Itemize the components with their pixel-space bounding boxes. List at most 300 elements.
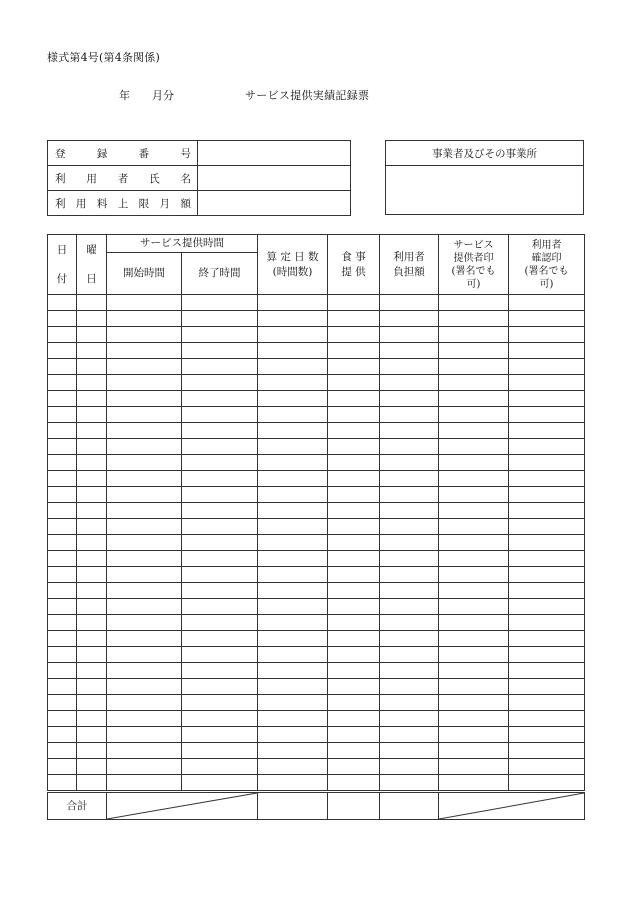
meal-cell[interactable]	[328, 567, 380, 583]
meal-cell[interactable]	[328, 487, 380, 503]
date-header: 日 付	[48, 235, 77, 295]
user-seal-cell[interactable]	[509, 503, 585, 519]
provider-seal-cell[interactable]	[439, 391, 509, 407]
days-cell[interactable]	[258, 727, 328, 743]
date-cell[interactable]	[48, 423, 77, 439]
user-seal-cell[interactable]	[509, 631, 585, 647]
user-seal-cell[interactable]	[509, 695, 585, 711]
burden-cell[interactable]	[380, 535, 439, 551]
meal-cell[interactable]	[328, 615, 380, 631]
provider-seal-cell[interactable]	[439, 295, 509, 311]
weekday-cell[interactable]	[77, 471, 107, 487]
end-time-cell[interactable]	[182, 519, 258, 535]
date-cell[interactable]	[48, 311, 77, 327]
table-row	[48, 695, 585, 711]
provider-seal-cell[interactable]	[439, 519, 509, 535]
start-time-cell[interactable]	[107, 615, 182, 631]
end-time-cell[interactable]	[182, 647, 258, 663]
user-seal-cell[interactable]	[509, 327, 585, 343]
meal-cell[interactable]	[328, 295, 380, 311]
end-time-cell[interactable]	[182, 439, 258, 455]
burden-cell[interactable]	[380, 311, 439, 327]
user-seal-cell[interactable]	[509, 727, 585, 743]
start-time-cell[interactable]	[107, 727, 182, 743]
weekday-cell[interactable]	[77, 631, 107, 647]
meal-cell[interactable]	[328, 519, 380, 535]
start-time-cell[interactable]	[107, 679, 182, 695]
user-seal-cell[interactable]	[509, 519, 585, 535]
burden-cell[interactable]	[380, 375, 439, 391]
days-cell[interactable]	[258, 567, 328, 583]
burden-cell[interactable]	[380, 503, 439, 519]
meal-cell[interactable]	[328, 599, 380, 615]
start-time-cell[interactable]	[107, 647, 182, 663]
user-seal-cell[interactable]	[509, 343, 585, 359]
meal-cell[interactable]	[328, 775, 380, 792]
weekday-cell[interactable]	[77, 615, 107, 631]
meal-cell[interactable]	[328, 663, 380, 679]
burden-cell[interactable]	[380, 631, 439, 647]
date-cell[interactable]	[48, 647, 77, 663]
start-time-cell[interactable]	[107, 759, 182, 775]
days-cell[interactable]	[258, 615, 328, 631]
start-time-cell[interactable]	[107, 599, 182, 615]
user-seal-cell[interactable]	[509, 439, 585, 455]
table-row	[48, 679, 585, 695]
burden-cell[interactable]	[380, 343, 439, 359]
end-time-cell[interactable]	[182, 487, 258, 503]
start-time-cell[interactable]	[107, 407, 182, 423]
date-cell[interactable]	[48, 375, 77, 391]
weekday-cell[interactable]	[77, 727, 107, 743]
end-time-cell[interactable]	[182, 615, 258, 631]
provider-seal-cell[interactable]	[439, 759, 509, 775]
start-time-cell[interactable]	[107, 359, 182, 375]
date-cell[interactable]	[48, 327, 77, 343]
meal-cell[interactable]	[328, 535, 380, 551]
provider-seal-cell[interactable]	[439, 487, 509, 503]
user-seal-cell[interactable]	[509, 423, 585, 439]
start-time-cell[interactable]	[107, 503, 182, 519]
weekday-cell[interactable]	[77, 311, 107, 327]
end-time-cell[interactable]	[182, 311, 258, 327]
date-cell[interactable]	[48, 759, 77, 775]
meal-cell[interactable]	[328, 375, 380, 391]
start-time-cell[interactable]	[107, 487, 182, 503]
date-cell[interactable]	[48, 567, 77, 583]
provider-seal-cell[interactable]	[439, 679, 509, 695]
days-cell[interactable]	[258, 327, 328, 343]
weekday-cell[interactable]	[77, 519, 107, 535]
end-time-cell[interactable]	[182, 711, 258, 727]
days-cell[interactable]	[258, 583, 328, 599]
start-time-cell[interactable]	[107, 567, 182, 583]
date-cell[interactable]	[48, 487, 77, 503]
provider-seal-cell[interactable]	[439, 599, 509, 615]
days-cell[interactable]	[258, 711, 328, 727]
weekday-cell[interactable]	[77, 375, 107, 391]
end-time-cell[interactable]	[182, 583, 258, 599]
days-cell[interactable]	[258, 343, 328, 359]
provider-seal-cell[interactable]	[439, 535, 509, 551]
date-cell[interactable]	[48, 679, 77, 695]
weekday-cell[interactable]	[77, 647, 107, 663]
weekday-cell[interactable]	[77, 551, 107, 567]
user-seal-cell[interactable]	[509, 455, 585, 471]
burden-cell[interactable]	[380, 519, 439, 535]
weekday-cell[interactable]	[77, 535, 107, 551]
meal-cell[interactable]	[328, 455, 380, 471]
days-cell[interactable]	[258, 295, 328, 311]
provider-seal-cell[interactable]	[439, 503, 509, 519]
provider-seal-cell[interactable]	[439, 455, 509, 471]
burden-cell[interactable]	[380, 599, 439, 615]
provider-seal-cell[interactable]	[439, 311, 509, 327]
start-time-cell[interactable]	[107, 375, 182, 391]
meal-cell[interactable]	[328, 327, 380, 343]
date-cell[interactable]	[48, 583, 77, 599]
start-time-cell[interactable]	[107, 391, 182, 407]
provider-seal-cell[interactable]	[439, 743, 509, 759]
provider-seal-cell[interactable]	[439, 407, 509, 423]
days-cell[interactable]	[258, 775, 328, 792]
user-seal-cell[interactable]	[509, 759, 585, 775]
start-time-cell[interactable]	[107, 695, 182, 711]
date-cell[interactable]	[48, 615, 77, 631]
days-cell[interactable]	[258, 679, 328, 695]
weekday-cell[interactable]	[77, 327, 107, 343]
provider-seal-cell[interactable]	[439, 615, 509, 631]
days-cell[interactable]	[258, 471, 328, 487]
meal-cell[interactable]	[328, 407, 380, 423]
provider-seal-cell[interactable]	[439, 551, 509, 567]
days-cell[interactable]	[258, 439, 328, 455]
provider-seal-cell[interactable]	[439, 775, 509, 792]
user-seal-cell[interactable]	[509, 407, 585, 423]
meal-cell[interactable]	[328, 647, 380, 663]
table-row	[48, 311, 585, 327]
meal-cell[interactable]	[328, 439, 380, 455]
monthly-limit-field[interactable]	[198, 191, 351, 216]
weekday-cell[interactable]	[77, 679, 107, 695]
date-cell[interactable]	[48, 407, 77, 423]
user-seal-cell[interactable]	[509, 391, 585, 407]
start-time-cell[interactable]	[107, 551, 182, 567]
days-cell[interactable]	[258, 407, 328, 423]
weekday-cell[interactable]	[77, 439, 107, 455]
provider-seal-cell[interactable]	[439, 583, 509, 599]
days-cell[interactable]	[258, 599, 328, 615]
end-time-cell[interactable]	[182, 295, 258, 311]
provider-seal-cell[interactable]	[439, 423, 509, 439]
date-cell[interactable]	[48, 359, 77, 375]
start-time-cell[interactable]	[107, 439, 182, 455]
start-time-cell[interactable]	[107, 471, 182, 487]
burden-cell[interactable]	[380, 471, 439, 487]
user-seal-cell[interactable]	[509, 311, 585, 327]
burden-cell[interactable]	[380, 775, 439, 792]
days-cell[interactable]	[258, 423, 328, 439]
date-cell[interactable]	[48, 471, 77, 487]
user-seal-cell[interactable]	[509, 743, 585, 759]
days-cell[interactable]	[258, 647, 328, 663]
end-time-cell[interactable]	[182, 375, 258, 391]
end-time-cell[interactable]	[182, 663, 258, 679]
days-cell[interactable]	[258, 391, 328, 407]
end-time-cell[interactable]	[182, 327, 258, 343]
burden-cell[interactable]	[380, 567, 439, 583]
start-time-cell[interactable]	[107, 455, 182, 471]
start-time-cell[interactable]	[107, 423, 182, 439]
burden-cell[interactable]	[380, 647, 439, 663]
user-name-field[interactable]	[198, 166, 351, 191]
user-seal-cell[interactable]	[509, 551, 585, 567]
meal-cell[interactable]	[328, 359, 380, 375]
burden-cell[interactable]	[380, 711, 439, 727]
burden-cell[interactable]	[380, 663, 439, 679]
days-cell[interactable]	[258, 375, 328, 391]
burden-cell[interactable]	[380, 759, 439, 775]
user-seal-cell[interactable]	[509, 535, 585, 551]
weekday-cell[interactable]	[77, 407, 107, 423]
date-cell[interactable]	[48, 631, 77, 647]
label-char: 者	[117, 172, 129, 185]
days-cell[interactable]	[258, 311, 328, 327]
meal-cell[interactable]	[328, 343, 380, 359]
burden-cell[interactable]	[380, 423, 439, 439]
meal-cell[interactable]	[328, 311, 380, 327]
start-time-cell[interactable]	[107, 343, 182, 359]
user-seal-cell[interactable]	[509, 775, 585, 792]
date-cell[interactable]	[48, 695, 77, 711]
user-seal-cell[interactable]	[509, 615, 585, 631]
days-cell[interactable]	[258, 359, 328, 375]
user-seal-cell[interactable]	[509, 359, 585, 375]
start-time-cell[interactable]	[107, 327, 182, 343]
user-seal-cell[interactable]	[509, 375, 585, 391]
end-time-cell[interactable]	[182, 535, 258, 551]
weekday-cell[interactable]	[77, 759, 107, 775]
meal-cell[interactable]	[328, 391, 380, 407]
table-row	[48, 583, 585, 599]
date-cell[interactable]	[48, 727, 77, 743]
burden-cell[interactable]	[380, 743, 439, 759]
weekday-cell[interactable]	[77, 599, 107, 615]
provider-seal-cell[interactable]	[439, 631, 509, 647]
burden-cell[interactable]	[380, 727, 439, 743]
user-seal-cell[interactable]	[509, 647, 585, 663]
days-cell[interactable]	[258, 503, 328, 519]
table-row	[48, 439, 585, 455]
weekday-cell[interactable]	[77, 487, 107, 503]
end-time-cell[interactable]	[182, 391, 258, 407]
user-seal-cell[interactable]	[509, 679, 585, 695]
days-cell[interactable]	[258, 695, 328, 711]
end-time-cell[interactable]	[182, 455, 258, 471]
table-row	[48, 599, 585, 615]
meal-cell[interactable]	[328, 727, 380, 743]
date-cell[interactable]	[48, 439, 77, 455]
burden-cell[interactable]	[380, 679, 439, 695]
burden-cell[interactable]	[380, 583, 439, 599]
burden-cell[interactable]	[380, 327, 439, 343]
burden-cell[interactable]	[380, 455, 439, 471]
user-seal-cell[interactable]	[509, 583, 585, 599]
user-seal-cell[interactable]	[509, 599, 585, 615]
total-meal-field[interactable]	[328, 792, 380, 820]
start-time-cell[interactable]	[107, 775, 182, 792]
end-time-cell[interactable]	[182, 503, 258, 519]
days-cell[interactable]	[258, 487, 328, 503]
days-cell[interactable]	[258, 535, 328, 551]
end-time-cell[interactable]	[182, 343, 258, 359]
burden-cell[interactable]	[380, 295, 439, 311]
weekday-cell[interactable]	[77, 295, 107, 311]
end-time-cell[interactable]	[182, 695, 258, 711]
user-seal-cell[interactable]	[509, 711, 585, 727]
weekday-cell[interactable]	[77, 775, 107, 792]
provider-seal-cell[interactable]	[439, 359, 509, 375]
meal-cell[interactable]	[328, 423, 380, 439]
form-title: サービス提供実績記録票	[245, 89, 370, 102]
burden-cell[interactable]	[380, 551, 439, 567]
provider-seal-cell[interactable]	[439, 439, 509, 455]
user-seal-cell[interactable]	[509, 295, 585, 311]
days-cell[interactable]	[258, 743, 328, 759]
business-field[interactable]	[386, 166, 584, 215]
weekday-cell[interactable]	[77, 503, 107, 519]
table-row	[48, 775, 585, 792]
end-time-cell[interactable]	[182, 551, 258, 567]
date-cell[interactable]	[48, 295, 77, 311]
user-seal-cell[interactable]	[509, 487, 585, 503]
end-time-cell[interactable]	[182, 471, 258, 487]
provider-seal-cell[interactable]	[439, 727, 509, 743]
date-cell[interactable]	[48, 519, 77, 535]
table-row	[48, 743, 585, 759]
days-cell[interactable]	[258, 455, 328, 471]
end-time-cell[interactable]	[182, 743, 258, 759]
meal-cell[interactable]	[328, 743, 380, 759]
meal-cell[interactable]	[328, 471, 380, 487]
weekday-cell[interactable]	[77, 711, 107, 727]
start-time-cell[interactable]	[107, 631, 182, 647]
total-burden-field[interactable]	[380, 792, 439, 820]
burden-cell[interactable]	[380, 439, 439, 455]
weekday-cell[interactable]	[77, 359, 107, 375]
burden-cell[interactable]	[380, 391, 439, 407]
start-time-cell[interactable]	[107, 519, 182, 535]
end-time-cell[interactable]	[182, 775, 258, 792]
date-cell[interactable]	[48, 343, 77, 359]
date-cell[interactable]	[48, 391, 77, 407]
end-time-cell[interactable]	[182, 567, 258, 583]
start-time-cell[interactable]	[107, 583, 182, 599]
weekday-cell[interactable]	[77, 743, 107, 759]
registration-number-field[interactable]	[198, 141, 351, 166]
weekday-cell[interactable]	[77, 423, 107, 439]
provider-seal-cell[interactable]	[439, 471, 509, 487]
date-cell[interactable]	[48, 503, 77, 519]
end-time-cell[interactable]	[182, 359, 258, 375]
start-time-cell[interactable]	[107, 711, 182, 727]
total-row	[48, 792, 585, 820]
burden-cell[interactable]	[380, 615, 439, 631]
user-seal-cell[interactable]	[509, 567, 585, 583]
end-time-cell[interactable]	[182, 599, 258, 615]
meal-cell[interactable]	[328, 679, 380, 695]
provider-seal-cell[interactable]	[439, 343, 509, 359]
days-cell[interactable]	[258, 551, 328, 567]
user-seal-cell[interactable]	[509, 471, 585, 487]
meal-cell[interactable]	[328, 711, 380, 727]
weekday-cell[interactable]	[77, 695, 107, 711]
date-cell[interactable]	[48, 743, 77, 759]
date-cell[interactable]	[48, 663, 77, 679]
burden-cell[interactable]	[380, 487, 439, 503]
start-time-cell[interactable]	[107, 663, 182, 679]
date-cell[interactable]	[48, 535, 77, 551]
end-time-cell[interactable]	[182, 407, 258, 423]
end-time-cell[interactable]	[182, 631, 258, 647]
start-time-cell[interactable]	[107, 311, 182, 327]
date-cell[interactable]	[48, 455, 77, 471]
meal-cell[interactable]	[328, 551, 380, 567]
weekday-cell[interactable]	[77, 663, 107, 679]
burden-cell[interactable]	[380, 407, 439, 423]
date-cell[interactable]	[48, 775, 77, 792]
provider-seal-cell[interactable]	[439, 695, 509, 711]
date-cell[interactable]	[48, 599, 77, 615]
end-time-cell[interactable]	[182, 727, 258, 743]
end-time-cell[interactable]	[182, 423, 258, 439]
total-days-field[interactable]	[258, 792, 328, 820]
days-cell[interactable]	[258, 759, 328, 775]
start-time-cell[interactable]	[107, 535, 182, 551]
provider-seal-cell[interactable]	[439, 567, 509, 583]
meal-cell[interactable]	[328, 503, 380, 519]
weekday-cell[interactable]	[77, 391, 107, 407]
label-char: 名	[180, 172, 191, 185]
weekday-cell[interactable]	[77, 567, 107, 583]
user-seal-cell[interactable]	[509, 663, 585, 679]
meal-cell[interactable]	[328, 695, 380, 711]
meal-cell[interactable]	[328, 759, 380, 775]
provider-seal-cell[interactable]	[439, 711, 509, 727]
start-time-cell[interactable]	[107, 295, 182, 311]
weekday-cell[interactable]	[77, 343, 107, 359]
date-cell[interactable]	[48, 711, 77, 727]
end-time-cell[interactable]	[182, 759, 258, 775]
days-cell[interactable]	[258, 663, 328, 679]
end-time-cell[interactable]	[182, 679, 258, 695]
provider-seal-cell[interactable]	[439, 327, 509, 343]
provider-seal-cell[interactable]	[439, 663, 509, 679]
meal-cell[interactable]	[328, 631, 380, 647]
provider-seal-cell[interactable]	[439, 647, 509, 663]
table-row	[48, 615, 585, 631]
days-cell[interactable]	[258, 519, 328, 535]
burden-cell[interactable]	[380, 359, 439, 375]
weekday-cell[interactable]	[77, 583, 107, 599]
burden-cell[interactable]	[380, 695, 439, 711]
days-cell[interactable]	[258, 631, 328, 647]
provider-seal-cell[interactable]	[439, 375, 509, 391]
start-time-cell[interactable]	[107, 743, 182, 759]
weekday-cell[interactable]	[77, 455, 107, 471]
meal-cell[interactable]	[328, 583, 380, 599]
date-cell[interactable]	[48, 551, 77, 567]
